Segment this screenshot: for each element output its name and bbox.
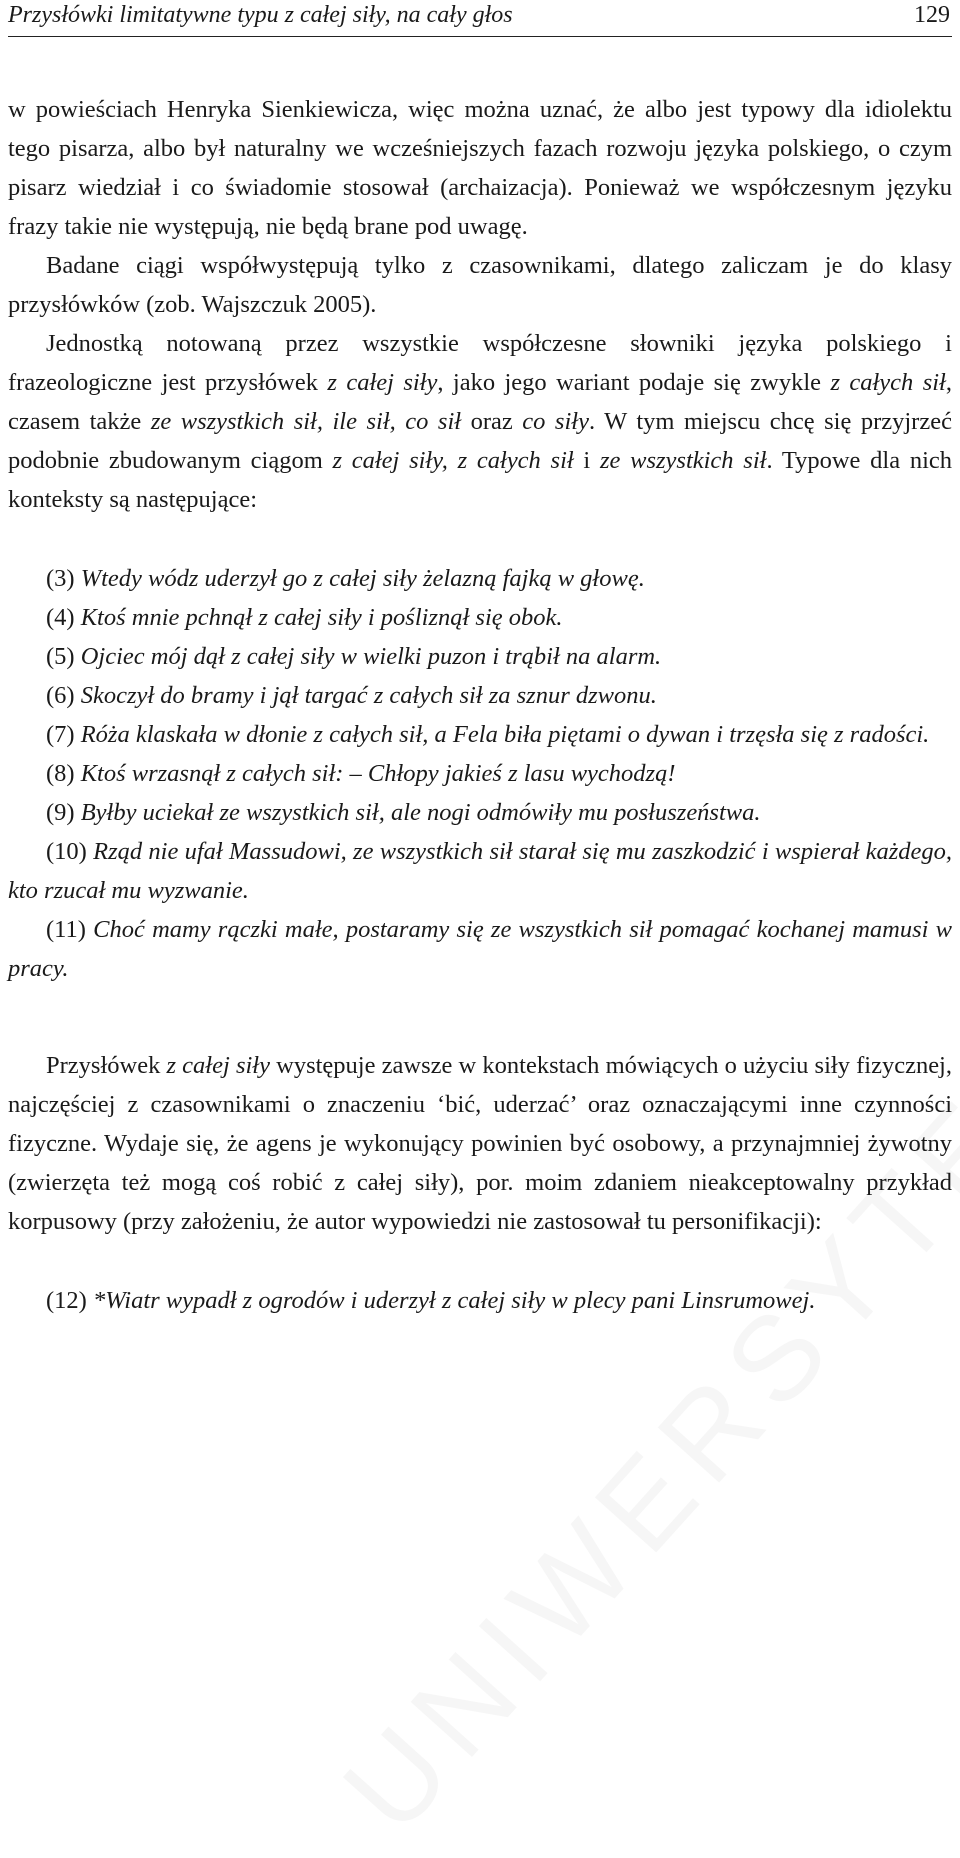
- example-10: (10) Rząd nie ufał Massudowi, ze wszystkich sił starał się mu zaszkodzić i wspierał każdego, kto rzucał mu wyzwanie.: [8, 838, 953, 904]
- example-11: (11) Choć mamy rączki małe, postaramy się ze wszystkich sił pomagać kochanej mamusi w pracy.: [8, 916, 953, 982]
- example-5: (5) Ojciec mój dął z całej siły w wielki puzon i trąbił na alarm.: [46, 643, 662, 670]
- paragraph-4: Przysłówek z całej siły występuje zawsze w kontekstach mówiących o użyciu siły fizycznej, najczęściej z czasownikami o znaczeniu ‘bić, uderzać’ oraz oznaczającymi inne czynności fizyczne. Wydaje się, że agens je wykonujący powinien być osobowy, a przynajmniej żywotny (zwierzęta też mogą coś robić z całej siły), por. moim zdaniem nieakceptowalny przykład korpusowy (przy założeniu, że autor wypowiedzi nie zastosował tu personifikacji):: [8, 1052, 952, 1235]
- running-header: [8, 0, 952, 37]
- example-8: (8) Ktoś wrzasnął z całych sił: – Chłopy jakieś z lasu wychodzą!: [46, 760, 676, 787]
- example-3: (3) Wtedy wódz uderzył go z całej siły żelazną fajką w głowę.: [46, 565, 645, 592]
- example-4: (4) Ktoś mnie pchnął z całej siły i pośliznął się obok.: [46, 604, 563, 631]
- page-body: [8, 90, 952, 1320]
- example-9: (9) Byłby uciekał ze wszystkich sił, ale nogi odmówiły mu posłuszeństwa.: [46, 799, 761, 826]
- example-6: (6) Skoczył do bramy i jął targać z całych sił za sznur dzwonu.: [46, 682, 657, 709]
- page-number: 129: [914, 2, 950, 28]
- paragraph-1: w powieściach Henryka Sienkiewicza, więc można uznać, że albo jest typowy dla idiolektu tego pisarza, albo był naturalny we wcześniejszych fazach rozwoju języka polskiego, o czym pisarz wiedział i co świadomie stosował (archaizacja). Ponieważ we współczesnym języku frazy takie nie występują, nie będą brane pod uwagę.: [8, 96, 952, 240]
- example-12: (12) *Wiatr wypadł z ogrodów i uderzył z całej siły w plecy pani Linsrumowej.: [46, 1287, 816, 1314]
- running-title: Przysłówki limitatywne typu z całej siły, na cały głos: [8, 2, 513, 28]
- spacer: [8, 1241, 952, 1281]
- paragraph-3: Jednostką notowaną przez wszystkie współczesne słowniki języka polskiego i frazeologiczne jest przysłówek z całej siły, jako jego wariant podaje się zwykle z całych sił, czasem także ze wszystkich sił, ile sił, co sił oraz co siły. W tym miejscu chcę się przyjrzeć podobnie zbudowanym ciągom z całej siły, z całych sił i ze wszystkich sił. Typowe dla nich konteksty są następujące:: [8, 330, 952, 513]
- spacer: [8, 519, 952, 559]
- example-7: (7) Róża klaskała w dłonie z całych sił, a Fela biła piętami o dywan i trzęsła się z radości.: [46, 721, 930, 748]
- spacer: [8, 988, 952, 1046]
- paragraph-2: Badane ciągi współwystępują tylko z czasownikami, dlatego zaliczam je do klasy przysłówków (zob. Wajszczuk 2005).: [8, 252, 952, 318]
